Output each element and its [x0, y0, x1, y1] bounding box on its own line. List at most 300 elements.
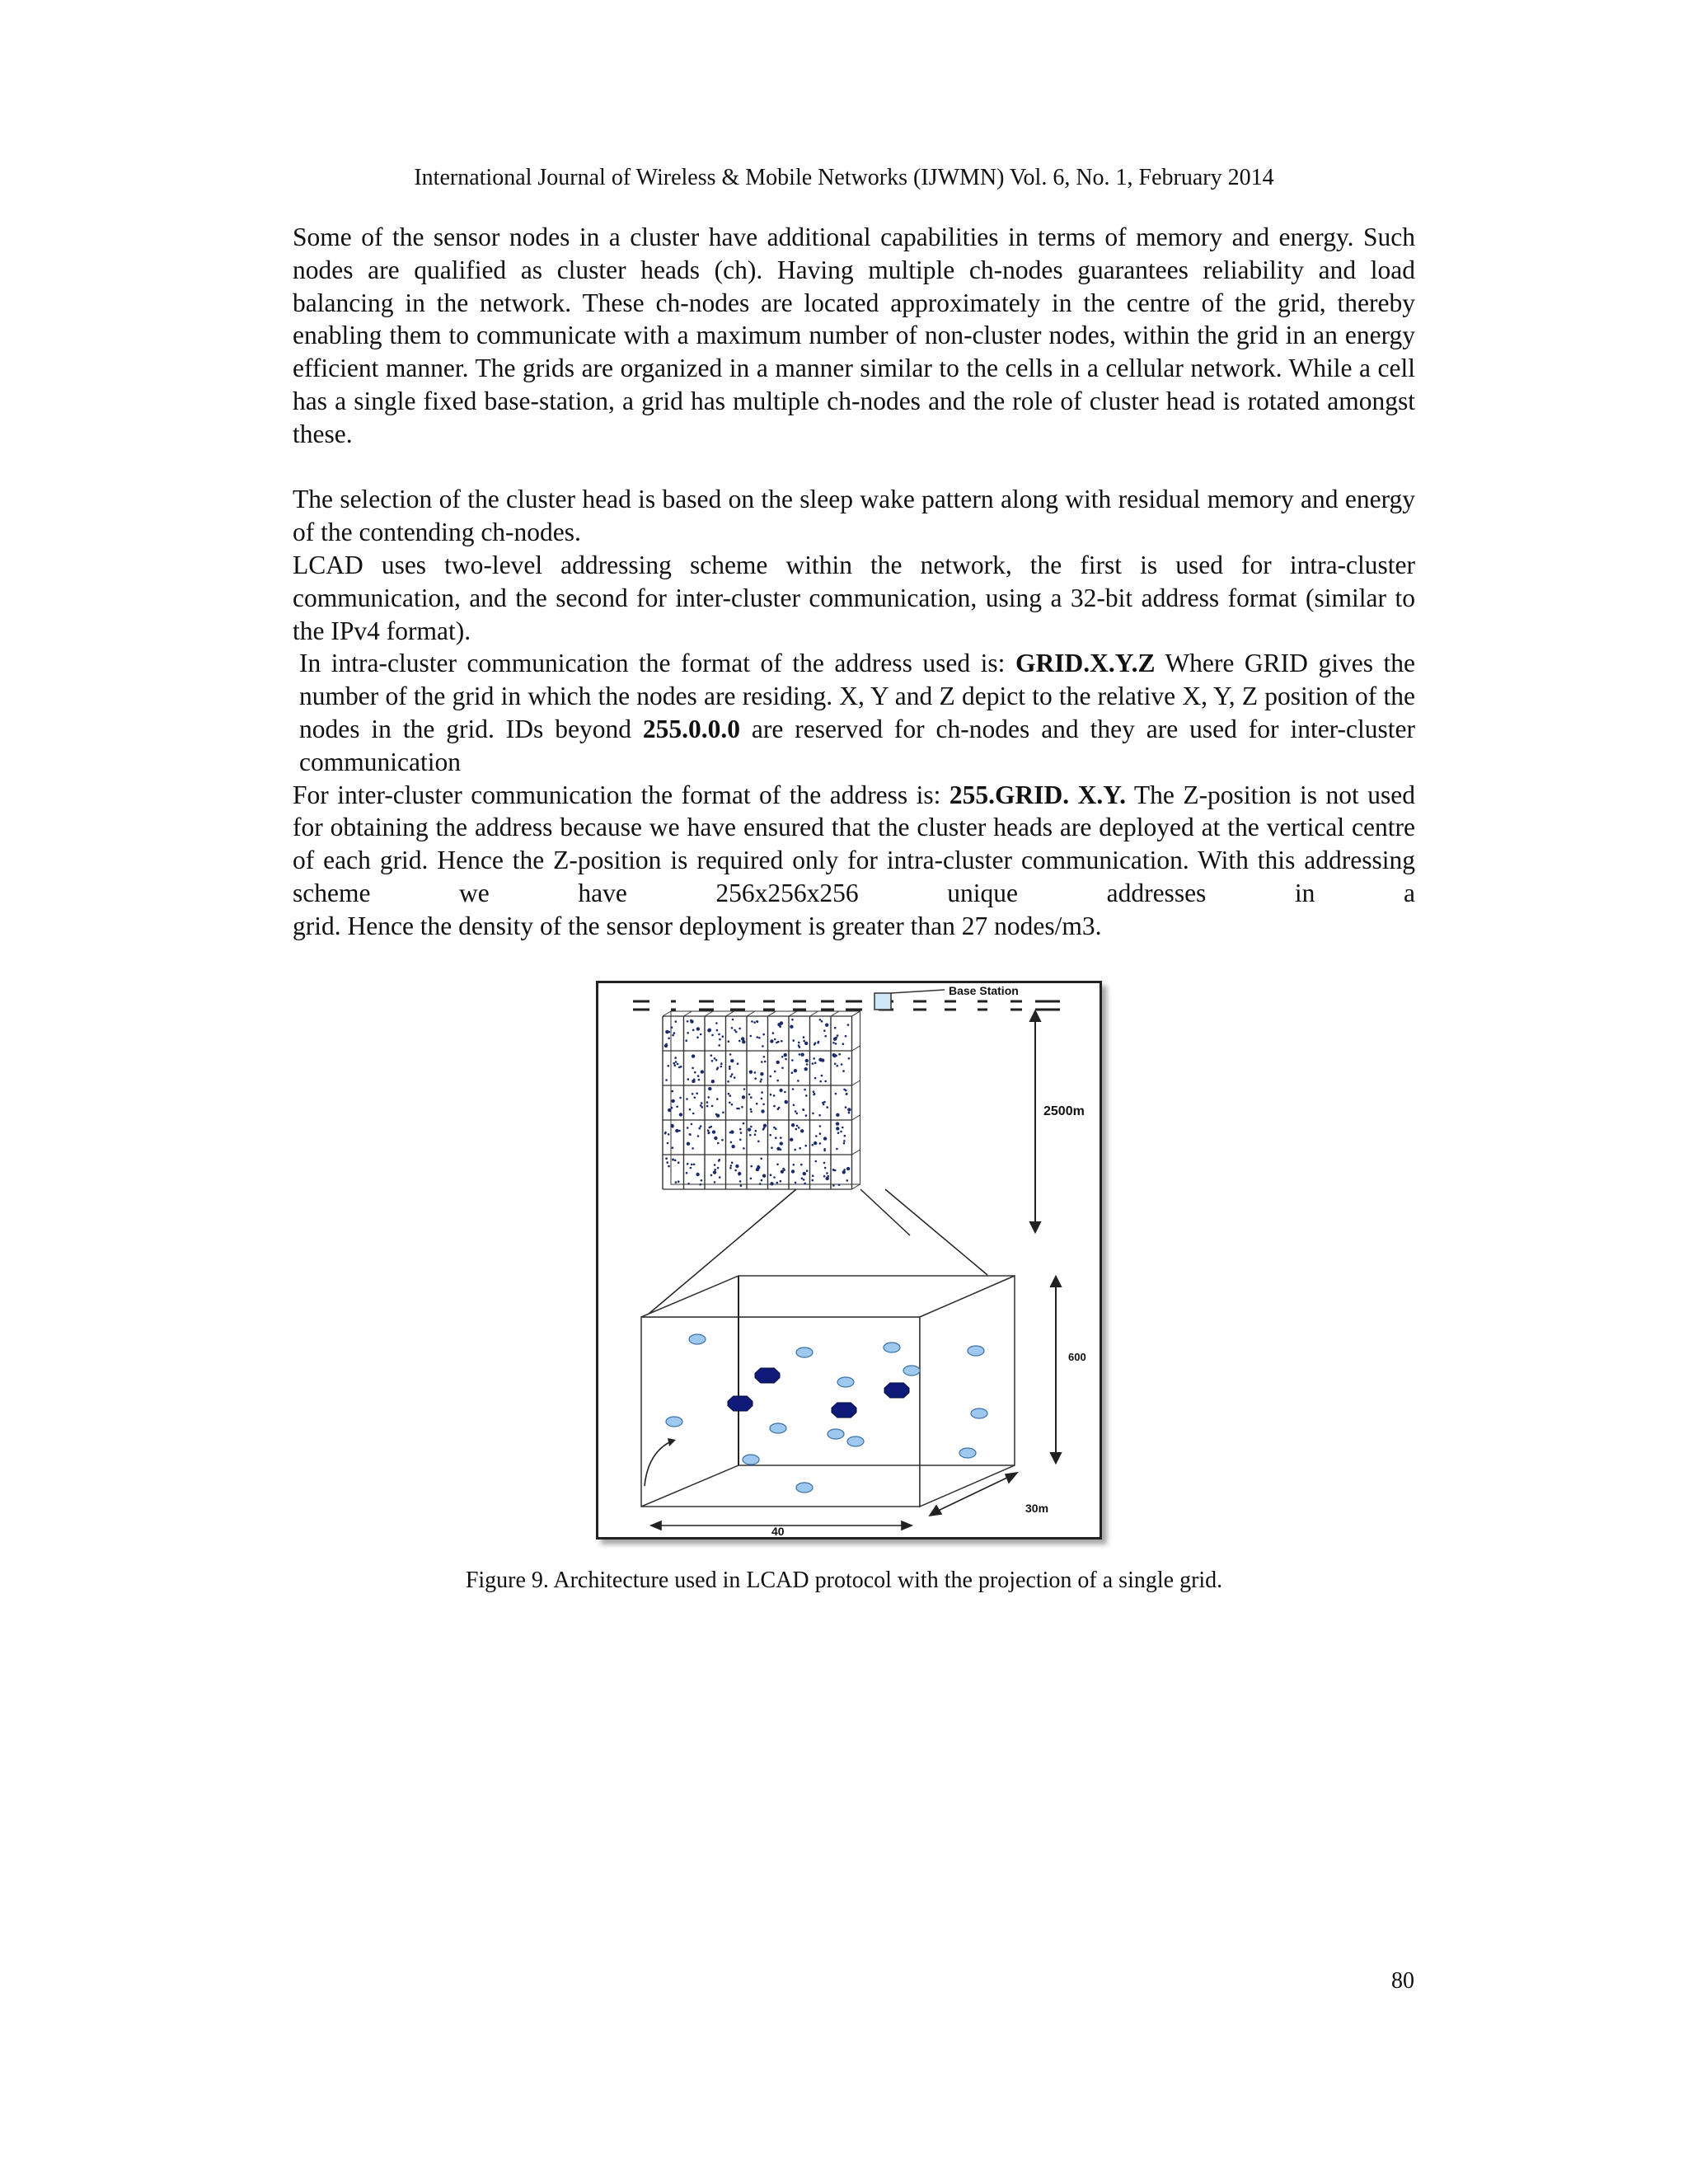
sensor-dot	[763, 1124, 767, 1127]
cluster-head-node	[755, 1368, 780, 1383]
sensor-dot	[762, 1104, 765, 1106]
sensor-dot	[694, 1071, 696, 1074]
sensor-dot	[738, 1108, 740, 1110]
sensor-dot	[719, 1159, 721, 1161]
sensor-dot	[751, 1020, 753, 1023]
paragraph-density: grid. Hence the density of the sensor deployment is greater than 27 nodes/m3.	[293, 911, 1102, 940]
sensor-dot	[741, 1106, 743, 1108]
sensor-dot	[738, 1028, 741, 1030]
grid-stack-depth-line	[726, 1011, 734, 1016]
sensor-dot	[792, 1088, 795, 1090]
sensor-dot	[842, 1170, 846, 1174]
sensor-dot	[791, 1169, 795, 1173]
sensor-dot	[835, 1055, 837, 1057]
sensor-dot	[800, 1129, 804, 1132]
sensor-dot	[665, 1079, 668, 1081]
sensor-dot	[841, 1063, 843, 1066]
sensor-dot	[826, 1177, 829, 1180]
base-station-icon	[874, 993, 891, 1010]
sensor-dot	[732, 1019, 734, 1021]
sensor-dot	[835, 1093, 837, 1095]
sensor-dot	[790, 1138, 793, 1141]
sensor-dot	[795, 1128, 798, 1131]
sensor-dot	[701, 1070, 704, 1073]
sensor-dot	[823, 1029, 826, 1032]
sensor-dot	[791, 1123, 795, 1127]
sensor-dot	[731, 1027, 734, 1029]
sensor-dot	[825, 1024, 828, 1027]
grid-stack-depth-line	[789, 1011, 797, 1016]
sensor-dot	[730, 1059, 734, 1062]
sensor-dot	[823, 1148, 826, 1151]
sensor-dot	[668, 1038, 670, 1040]
sensor-dot	[740, 1184, 743, 1187]
sensor-dot	[790, 1025, 793, 1029]
sensor-dot	[714, 1169, 716, 1171]
sensor-dot	[722, 1112, 724, 1114]
sensor-dot	[750, 1035, 753, 1038]
sensor-dot	[692, 1029, 695, 1032]
sensor-dot	[773, 1105, 776, 1108]
sensor-dot	[706, 1105, 709, 1108]
sensor-dot	[770, 1039, 773, 1043]
sensor-dot	[741, 1037, 744, 1040]
sensor-dot	[795, 1110, 797, 1113]
sensor-dot	[791, 1071, 794, 1074]
sensor-dot	[812, 1113, 814, 1115]
sensor-node	[903, 1366, 920, 1376]
sensor-dot	[715, 1113, 718, 1116]
sensor-node	[884, 1343, 900, 1352]
sensor-dot	[734, 1169, 737, 1172]
sensor-dot	[696, 1027, 700, 1030]
sensor-dot	[805, 1094, 808, 1097]
sensor-dot	[848, 1112, 851, 1114]
sensor-dot	[729, 1167, 732, 1169]
sensor-dot	[821, 1058, 824, 1062]
sensor-dot	[748, 1128, 751, 1132]
sensor-dot	[843, 1142, 846, 1145]
sensor-dot	[818, 1114, 821, 1117]
sensor-dot	[785, 1100, 788, 1104]
sensor-dot	[689, 1108, 692, 1111]
sensor-dot	[819, 1142, 822, 1145]
sensor-dot	[673, 1062, 675, 1065]
sensor-dot	[692, 1147, 694, 1150]
sensor-dot	[750, 1111, 753, 1113]
sensor-dot	[697, 1075, 700, 1077]
sensor-dot	[750, 1165, 753, 1168]
paragraph-inter-cluster: For inter-cluster communication the format of the address is: 255.GRID. X.Y. The Z-position is not used for obtaining the address because we have ensured that the cluster heads are deployed at the vertical centre of each grid. Hence the Z-position is required only for intra-cluster communication. With this addressing scheme we have 256x256x256 unique addresses in a	[293, 780, 1415, 907]
grid-stack-depth-line	[852, 1150, 860, 1155]
address-format-inter: 255.GRID. X.Y.	[949, 780, 1126, 809]
sensor-dot	[769, 1134, 771, 1137]
sensor-dot	[690, 1019, 692, 1022]
sensor-dot	[763, 1056, 766, 1058]
sensor-node	[971, 1408, 987, 1418]
sensor-dot	[773, 1094, 776, 1097]
sensor-dot	[742, 1095, 745, 1099]
sensor-dot	[672, 1100, 674, 1103]
sensor-dot	[792, 1039, 795, 1042]
sensor-dot	[743, 1122, 745, 1125]
sensor-dot	[826, 1172, 828, 1174]
sensor-dot	[761, 1061, 763, 1063]
sensor-dot	[687, 1020, 689, 1023]
sensor-dot	[784, 1091, 786, 1094]
sensor-dot	[805, 1114, 808, 1117]
sensor-dot	[840, 1131, 842, 1133]
sensor-dot	[781, 1040, 783, 1043]
sensor-dot	[814, 1077, 817, 1080]
sensor-node	[796, 1483, 813, 1493]
sensor-dot	[795, 1182, 797, 1184]
sensor-dot	[664, 1132, 667, 1135]
sensor-dot	[692, 1054, 695, 1057]
sensor-dot	[719, 1176, 721, 1179]
sensor-dot	[742, 1040, 745, 1043]
sensor-dot	[717, 1142, 720, 1145]
paragraph-intra-cluster: In intra-cluster communication the format of the address used is: GRID.X.Y.Z Where GRID gives the number of the grid in which the nodes are residing. X, Y and Z depict to the relative X, Y, Z position of the nodes in the grid. IDs beyond 255.0.0.0 are reserved for ch-nodes and they are used for inter-cluster communication	[299, 649, 1415, 776]
sensor-dot	[760, 1079, 762, 1081]
sensor-dot	[812, 1062, 814, 1065]
sensor-node	[689, 1334, 706, 1344]
sensor-dot	[714, 1057, 716, 1060]
sensor-dot	[770, 1182, 773, 1185]
paragraph-cluster-head-selection: The selection of the cluster head is based on the sleep wake pattern along with residual memory and energy of the contending ch-nodes.	[293, 485, 1415, 547]
sensor-node	[959, 1448, 976, 1458]
sensor-dot	[847, 1108, 851, 1111]
sensor-dot	[750, 1108, 753, 1111]
sensor-dot	[780, 1137, 782, 1139]
sensor-dot	[729, 1102, 731, 1104]
sensor-dot	[727, 1080, 729, 1083]
sensor-dot	[668, 1133, 670, 1136]
sensor-dot	[800, 1164, 803, 1166]
width-label: 40	[771, 1525, 785, 1537]
sensor-dot	[762, 1174, 766, 1178]
sensor-dot	[773, 1176, 776, 1179]
sensor-dot	[823, 1162, 826, 1165]
sensor-dot	[757, 1165, 760, 1168]
sensor-dot	[665, 1030, 668, 1033]
sensor-dot	[686, 1172, 688, 1174]
sensor-dot	[678, 1066, 681, 1069]
sensor-dot	[675, 1181, 678, 1183]
sensor-node	[847, 1436, 864, 1446]
sensor-dot	[837, 1065, 839, 1067]
sensor-dot	[802, 1108, 804, 1111]
sensor-dot	[721, 1139, 724, 1141]
sensor-dot	[738, 1174, 741, 1176]
sensor-dot	[836, 1148, 838, 1151]
sensor-dot	[679, 1113, 682, 1116]
sensor-dot	[806, 1169, 809, 1172]
sensor-dot	[836, 1122, 839, 1125]
sensor-dot	[685, 1039, 687, 1042]
sensor-dot	[714, 1137, 717, 1140]
sensor-dot	[750, 1126, 753, 1128]
sensor-dot	[834, 1027, 837, 1029]
sensor-dot	[673, 1032, 676, 1034]
sensor-dot	[687, 1127, 689, 1129]
sensor-dot	[845, 1090, 847, 1092]
sensor-dot	[780, 1149, 782, 1151]
sensor-dot	[756, 1103, 758, 1105]
sensor-dot	[692, 1093, 694, 1095]
sensor-dot	[689, 1133, 692, 1136]
sensor-dot	[739, 1128, 742, 1131]
sensor-dot	[687, 1032, 689, 1034]
sensor-dot	[804, 1089, 806, 1091]
top-boundary-lines	[633, 1001, 1060, 1010]
sensor-dot	[791, 1059, 794, 1062]
sensor-dot	[715, 1059, 718, 1062]
sensor-dot	[700, 1183, 702, 1186]
sensor-dot	[776, 1080, 779, 1082]
sensor-dot	[743, 1088, 746, 1090]
paragraph-cluster-heads: Some of the sensor nodes in a cluster have additional capabilities in terms of memory and energy. Such nodes are qualified as cluster heads (ch). Having multiple ch-nodes guarantees reliability and load balancing in the network. These ch-nodes are located approximately in the centre of the grid, thereby enabling them to communicate with a maximum number of non-cluster nodes, within the grid in an energy efficient manner. The grids are organized in a manner similar to the cells in a cellular network. While a cell has a single fixed base-station, a grid has multiple ch-nodes and the role of cluster head is rotated amongst these.	[293, 223, 1415, 448]
cluster-head-node	[728, 1396, 753, 1411]
sensor-dot	[701, 1179, 703, 1182]
sensor-dot	[664, 1044, 668, 1047]
sensor-dot	[711, 1060, 714, 1062]
sensor-dot	[735, 1031, 738, 1033]
cluster-head-node	[884, 1383, 909, 1398]
sensor-dot	[735, 1165, 738, 1168]
sensor-dot	[821, 1020, 823, 1023]
sensor-dot	[686, 1098, 688, 1100]
sensor-dot	[708, 1029, 711, 1032]
sensor-dot	[819, 1125, 822, 1127]
sensor-dot	[739, 1180, 742, 1183]
sensor-dot	[666, 1161, 668, 1164]
sensor-dot	[806, 1063, 809, 1066]
sensor-dot	[710, 1054, 713, 1057]
depth-label: 30m	[1025, 1502, 1049, 1515]
sensor-dot	[822, 1102, 824, 1104]
reserved-id: 255.0.0.0	[642, 714, 740, 743]
sensor-dot	[819, 1080, 822, 1083]
sensor-dot	[674, 1160, 677, 1162]
sensor-dot	[800, 1053, 804, 1057]
sensor-dot	[798, 1042, 800, 1044]
sensor-dot	[749, 1134, 752, 1137]
sensor-dot	[846, 1179, 849, 1182]
sensor-dot	[814, 1062, 817, 1064]
sensor-dot	[694, 1096, 696, 1099]
sensor-dot	[743, 1147, 745, 1150]
sensor-dot	[762, 1033, 765, 1036]
sensor-dot	[844, 1135, 846, 1137]
body-text	[293, 221, 1415, 943]
sensor-dot	[760, 1080, 762, 1083]
sensor-dot	[815, 1135, 818, 1137]
sensor-dot	[754, 1133, 757, 1136]
sensor-dot	[805, 1059, 809, 1062]
sensor-dot	[687, 1142, 690, 1146]
sensor-dot	[770, 1094, 772, 1096]
sensor-dot	[687, 1078, 690, 1080]
sensor-dot	[777, 1061, 780, 1063]
sensor-dot	[791, 1019, 794, 1021]
sensor-dot	[845, 1035, 847, 1038]
sensor-dot	[678, 1180, 680, 1183]
sensor-node	[837, 1377, 854, 1387]
sensor-dot	[668, 1165, 670, 1168]
sensor-dot	[714, 1181, 716, 1183]
sensor-dot	[717, 1066, 720, 1069]
sensor-dot	[848, 1057, 851, 1060]
sensor-dot	[794, 1149, 796, 1151]
base-station-leader	[891, 990, 945, 993]
sensor-dot	[771, 1146, 773, 1149]
sensor-dot	[672, 1159, 674, 1161]
sensor-dot	[693, 1164, 696, 1166]
sensor-dot	[803, 1172, 806, 1175]
sensor-dot	[672, 1090, 674, 1093]
sensor-dot	[739, 1139, 742, 1141]
sensor-dot	[677, 1063, 679, 1066]
sensor-dot	[730, 1141, 733, 1144]
figure-caption: Figure 9. Architecture used in LCAD protocol with the projection of a single grid.	[465, 1568, 1223, 1593]
sensor-dot	[837, 1034, 839, 1037]
grid-stack-depth-line	[852, 1011, 860, 1016]
sensor-dot	[759, 1183, 762, 1185]
sensor-dot	[832, 1042, 835, 1044]
sensor-dot	[836, 1127, 839, 1130]
grid-cube	[641, 1276, 1015, 1507]
sensor-dot	[823, 1137, 827, 1140]
sensor-dot	[833, 1038, 837, 1041]
sensor-dot	[842, 1043, 845, 1045]
sensor-node	[796, 1347, 813, 1357]
sensor-dot	[761, 1109, 764, 1113]
sensor-dot	[730, 1165, 733, 1167]
sensor-node	[743, 1455, 759, 1465]
sensor-dot	[687, 1183, 690, 1185]
sensor-dot	[826, 1106, 828, 1108]
grid-stack-depth-line	[852, 1115, 860, 1120]
sensor-dot	[678, 1161, 680, 1164]
sensor-dot	[836, 1113, 839, 1117]
sensor-dot	[734, 1029, 736, 1032]
sensor-dot	[781, 1056, 784, 1058]
address-format-intra: GRID.X.Y.Z	[1015, 649, 1156, 678]
sensor-dot	[728, 1093, 730, 1095]
sensor-dot	[748, 1094, 751, 1096]
sensor-dot	[803, 1179, 805, 1181]
sensor-dot	[675, 1129, 678, 1132]
sensor-dot	[760, 1158, 762, 1160]
sensor-dot	[709, 1127, 711, 1129]
sensor-dot	[692, 1067, 694, 1070]
sensor-dot	[672, 1126, 674, 1128]
sensor-dot	[799, 1147, 801, 1150]
sensor-dot	[674, 1064, 677, 1066]
sensor-dot	[691, 1164, 693, 1166]
sensor-dot	[730, 1130, 734, 1133]
sensor-dot	[838, 1183, 841, 1186]
sensor-dot	[706, 1101, 709, 1104]
grid-height-label: 600	[1068, 1351, 1086, 1363]
sensor-dot	[832, 1169, 835, 1171]
sensor-dot	[700, 1033, 702, 1036]
sensor-dot	[750, 1178, 753, 1180]
sensor-dot	[845, 1106, 847, 1108]
sensor-dot	[712, 1130, 715, 1133]
sensor-dot	[803, 1036, 805, 1038]
sensor-dot	[842, 1127, 844, 1129]
sensor-dot	[692, 1113, 695, 1115]
sensor-dot	[846, 1167, 850, 1170]
sensor-dot	[761, 1098, 763, 1100]
sensor-dot	[770, 1174, 772, 1176]
sensor-dot	[729, 1094, 732, 1097]
sensor-dot	[698, 1079, 701, 1081]
grid-stack-depth-line	[810, 1011, 818, 1016]
running-header: International Journal of Wireless & Mobile Networks (IJWMN) Vol. 6, No. 1, February 2014	[414, 165, 1274, 190]
sensor-dot	[714, 1164, 716, 1166]
sensor-dot	[687, 1163, 689, 1165]
sensor-dot	[794, 1069, 797, 1072]
sensor-dot	[774, 1071, 776, 1073]
cluster-head-node	[832, 1403, 856, 1418]
sensor-dot	[754, 1071, 757, 1074]
sensor-dot	[700, 1104, 702, 1107]
sensor-dot	[755, 1130, 757, 1132]
sensor-dot	[779, 1089, 782, 1092]
sensor-dot	[665, 1157, 668, 1160]
sensor-dot	[835, 1043, 837, 1045]
sensor-dot	[668, 1108, 671, 1112]
sensor-dot	[761, 1179, 763, 1182]
sensor-dot	[824, 1080, 827, 1083]
sensor-dot	[777, 1108, 780, 1110]
sensor-dot	[731, 1104, 734, 1106]
sensor-dot	[814, 1141, 817, 1145]
sensor-dot	[690, 1167, 692, 1169]
sensor-dot	[784, 1053, 787, 1057]
sensor-dot	[720, 1062, 723, 1065]
sensor-dot	[823, 1175, 826, 1178]
sensor-dot	[838, 1053, 841, 1056]
page-number: 80	[1391, 1968, 1414, 1994]
sensor-dot	[697, 1135, 700, 1137]
sensor-dot	[782, 1168, 785, 1170]
sensor-dot	[758, 1037, 761, 1039]
sensor-dot	[719, 1038, 721, 1041]
sensor-dot	[793, 1164, 795, 1166]
sensor-node	[828, 1429, 844, 1439]
sensor-dot	[776, 1042, 778, 1044]
sensor-dot	[804, 1183, 806, 1185]
height-total-label: 2500m	[1043, 1104, 1085, 1118]
sensor-dot	[679, 1097, 682, 1099]
sensor-dot	[846, 1093, 848, 1095]
sensor-dot	[842, 1070, 845, 1072]
sensor-dot	[774, 1038, 776, 1041]
sensor-dot	[819, 1019, 822, 1021]
grid-stack-depth-line	[852, 1046, 860, 1051]
sensor-dot	[779, 1025, 781, 1028]
sensor-dot	[813, 1057, 815, 1060]
sensor-dot	[718, 1044, 720, 1047]
sensor-dot	[824, 1167, 827, 1169]
sensor-dot	[780, 1180, 782, 1183]
sensor-dot	[675, 1020, 678, 1023]
sensor-dot	[730, 1076, 733, 1078]
